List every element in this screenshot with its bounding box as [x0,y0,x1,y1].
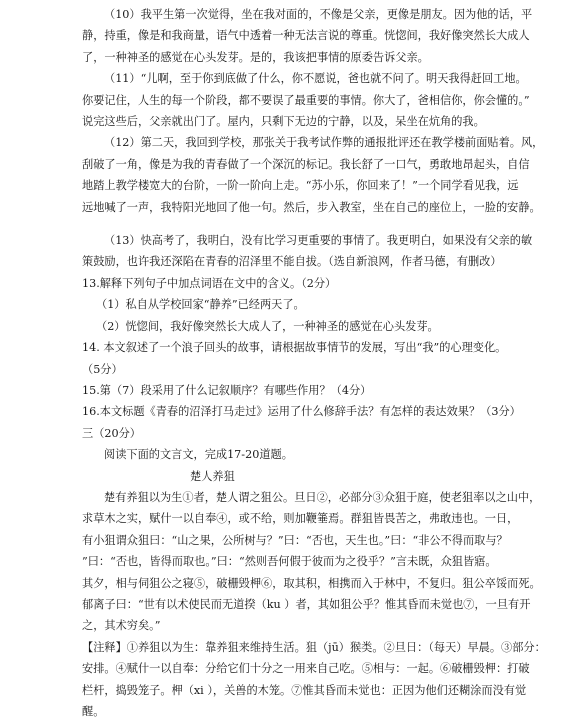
text-line: 16.本文标题《青春的沼泽打马走过》运用了什么修辞手法？有怎样的表达效果？（3分） [82,405,521,419]
text-line: （5分） [82,362,123,376]
text-line: ”曰：“否也，皆得而取也。”曰：“然则吾何假于彼而为之役乎？”言未既，众狙皆寤。 [82,555,497,569]
text-line: 静，持重，像是和我商量，语气中透着一种无法言说的尊重。恍惚间，我好像突然长大成人 [82,29,530,43]
text-line: 栏杆，捣毁笼子。柙（xi ），关兽的木笼。⑦惟其昏而未觉也：正因为他们还糊涂而没有觉 [82,683,527,697]
text-line: 地踏上教学楼宽大的台阶，一阶一阶向上走。“苏小乐，你回来了！”一个同学看见我，远 [82,179,519,193]
text-line: 刮破了一角，像是为我的青春做了一个深沉的标记。我长舒了一口气，勇敢地昂起头，自信 [82,157,530,171]
text-line: 有小狙谓众狙曰：“山之果，公所树与？”曰：“否也，天生也。”曰：“非公不得而取与？ [82,533,508,547]
text-line: 楚有养狙以为生①者，楚人谓之狙公。旦日②，必部分③众狙于庭，使老狙率以之山中， [104,490,541,504]
text-line: 14. 本文叙述了一个浪子回头的故事，请根据故事情节的发展，写出“我”的心理变化。 [82,341,507,355]
text-line: 15.第（7）段采用了什么记叙顺序？有哪些作用？（4分） [82,383,372,397]
text-line: 安排。④赋什一以自奉：分给它们十分之一用来自己吃。⑤相与：一起。⑥破栅毁柙：打破 [82,662,530,676]
text-line: 阅读下面的文言文，完成17-20道题。 [104,448,293,462]
text-line: （11）“儿啊，至于你到底做了什么，你不愿说，爸也就不问了。明天我得赶回工地。 [104,72,527,86]
document-text-body [0,4,570,722]
text-line: 郁离子曰：“世有以术使民而无道揆（ku ）者，其如狙公乎？惟其昏而未觉也⑦，一旦有开 [82,597,531,611]
text-line: 醒。 [82,705,105,718]
text-line: 说完这些后，父亲就出门了。屋内，只剩下无边的宁静，以及，呆坐在炕角的我。 [82,115,485,129]
text-line: 远地喊了一声，我特阳光地回了他一句。然后，步入教室，坐在自己的座位上，一脸的安静。 [82,200,541,214]
text-line: （13）快高考了，我明白，没有比学习更重要的事情了。我更明白，如果没有父亲的敏 [104,234,533,248]
text-line: 13.解释下列句子中加点词语在文中的含义。（2分） [82,276,337,290]
text-line: （1）私自从学校回家“静养”已经两天了。 [96,298,305,312]
passage-title: 楚人养狙 [190,469,235,483]
text-line: （2）恍惚间，我好像突然长大成人了，一种神圣的感觉在心头发芽。 [96,319,439,333]
text-line: 求草木之实，赋什一以自奉④，或不给，则加鞭箠焉。群狙皆畏苦之，弗敢违也。一日， [82,512,519,526]
text-line: （10）我平生第一次觉得，坐在我对面的，不像是父亲，更像是朋友。因为他的话，平 [104,8,533,21]
text-line: 【注释】①养狙以为生：靠养狙来维持生活。狙（jū）猴类。②旦日：（每天）早晨。③部分： [82,640,546,654]
text-line: 你要记住，人生的每一个阶段，都不要误了最重要的事情。你大了，爸相信你，你会懂的。” [82,93,530,107]
text-line: 了，一种神圣的感觉在心头发芽。是的，我该把事情的原委告诉父亲。 [82,50,429,64]
text-line: （12）第二天，我回到学校，那张关于我考试作弊的通报批评还在教学楼前面贴着。风， [104,136,544,150]
text-line: 之，其术穷矣。” [82,619,161,633]
text-line: 其夕，相与伺狙公之寝⑤，破栅毁柙⑥，取其积，相携而入于林中，不复归。狙公卒馁而死。 [82,576,541,590]
text-line: 三（20分） [82,426,141,440]
paragraph-gap [0,218,570,230]
text-line: 策鼓励，也许我还深陷在青春的沼泽里不能自拔。（选自新浪网，作者马德，有删改） [82,255,502,269]
